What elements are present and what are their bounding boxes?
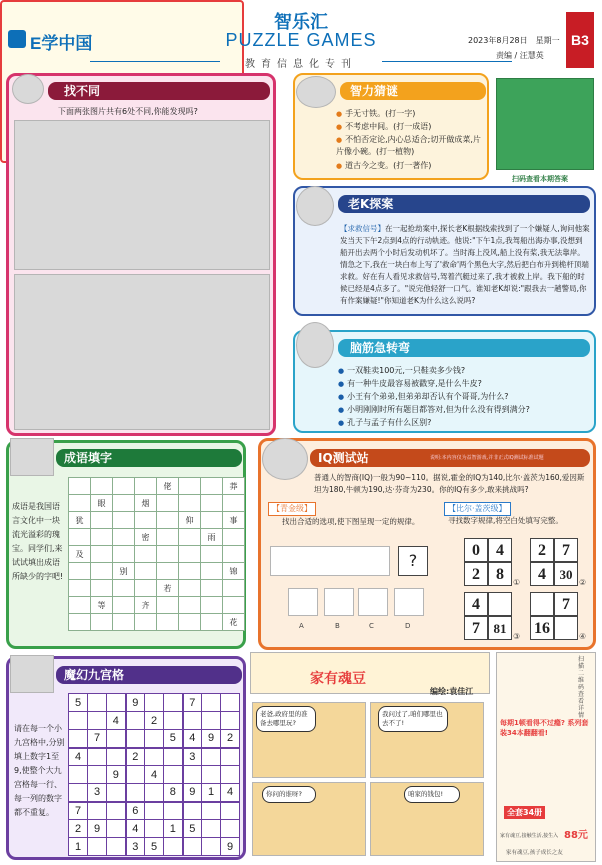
sudoku-row [69,766,240,784]
magnifier-icon [12,74,44,104]
sudoku-cell [107,820,126,838]
sudoku-cell: 5 [145,838,164,856]
speech-bubble: 你问的谁呀? [262,786,316,803]
sudoku-cell [221,712,240,730]
sudoku-cell [69,712,88,730]
idiom-cell [201,546,223,563]
idiom-cell [91,580,113,597]
silver-question: 寻找数字规律,将空白处填写完整。 [448,516,563,525]
sudoku-cell [107,730,126,748]
teaser-item: ● 一双鞋卖100元,一只鞋卖多少钱? [338,365,465,377]
sudoku-cell [202,766,221,784]
number-cell: 7 [554,538,578,562]
teaser-item: ● 小王有个弟弟,但弟弟却否认有个哥哥,为什么? [338,391,508,403]
idiom-cell: 犹 [69,512,91,529]
sudoku-cell: 1 [69,838,88,856]
sudoku-cell [183,802,202,820]
sudoku-cell: 1 [164,820,183,838]
sudoku-cell: 4 [126,820,145,838]
idiom-cell [135,580,157,597]
riddle-item: ● 不考虑中间。(打一成语) [336,121,486,133]
sudoku-cell [221,820,240,838]
grid-row [69,478,245,495]
idiom-cell [91,563,113,580]
sudoku-cell [88,802,107,820]
idiom-cell: 密 [135,529,157,546]
sudoku-row [69,838,240,856]
idiom-cell [201,512,223,529]
option-label: A [299,622,304,630]
idiom-cell [135,614,157,631]
section-title: 智力猜谜 [350,84,399,98]
editor-credit: 责编 / 汪慧英 [496,51,544,60]
sudoku-cell [107,838,126,856]
idiom-cell: 事 [223,512,245,529]
number-cell: 0 [464,538,488,562]
ad-qr-caption: 扫描二维码 查看详情 [578,656,585,719]
teaser-item: ● 有一种牛皮最容易被戳穿,是什么牛皮? [338,378,482,390]
idiom-cell [135,563,157,580]
sudoku-cell: 9 [202,730,221,748]
number-cell [488,592,512,616]
puzzle-image-top [14,120,270,270]
sudoku-row [69,820,240,838]
disclaimer: 说明:本内容仅为益智游戏,并非正式IQ测试标准试题 [430,455,544,461]
idiom-cell [113,614,135,631]
number-cell: 30 [554,562,578,586]
speech-bubble: 我问过了,咱们哪里也去不了! [378,706,448,732]
idiom-cell [157,529,179,546]
sudoku-cell [221,802,240,820]
option-a-image [288,588,318,616]
detective-story [340,223,590,307]
idiom-cell: 若 [157,580,179,597]
idiom-grid [68,477,245,631]
sudoku-row [69,694,240,712]
page-number: B3 [566,12,594,68]
number-cell: 4 [488,538,512,562]
sudoku-row [69,712,240,730]
sudoku-cell: 3 [183,748,202,766]
sudoku-cell [221,748,240,766]
idiom-cell [201,580,223,597]
sudoku-cell [202,802,221,820]
ad-set-label: 全套34册 [504,806,545,819]
idiom-cell [179,546,201,563]
idiom-cell [179,597,201,614]
number-cell: 7 [464,616,488,640]
idiom-cell [179,580,201,597]
square-number: ② [579,578,587,587]
square-number: ③ [513,632,521,641]
sudoku-cell: 9 [126,694,145,712]
sudoku-cell: 4 [69,748,88,766]
number-cell [554,616,578,640]
sudoku-cell [69,766,88,784]
sudoku-cell [202,748,221,766]
number-cell: 4 [464,592,488,616]
riddle-item: ● 不怕否定论,内心总适合;切开做成菜,片片像小碗。(打一植物) [336,134,486,158]
idiom-cell [157,563,179,580]
sudoku-cell [126,730,145,748]
idiom-cell [179,563,201,580]
sudoku-cell: 2 [126,748,145,766]
idiom-cell: 锦 [223,563,245,580]
idiom-cell [157,512,179,529]
idiom-cell [223,580,245,597]
sudoku-cell [202,694,221,712]
sudoku-cell: 9 [183,784,202,802]
sudoku-cell: 5 [164,730,183,748]
idiom-cell [69,563,91,580]
idiom-cell [179,529,201,546]
idiom-cell: 齐 [135,597,157,614]
sudoku-cell [126,712,145,730]
sudoku-cell [69,730,88,748]
idiom-cell [135,512,157,529]
section-title: IQ测试站 [318,451,369,465]
idiom-cell [91,546,113,563]
sudoku-cell [126,784,145,802]
idiom-cell: 及 [69,546,91,563]
sudoku-cell: 2 [69,820,88,838]
section-title: 魔幻九宫格 [64,668,125,682]
sudoku-cell [88,712,107,730]
idiom-cell [223,495,245,512]
grid-row [69,597,245,614]
idiom-cell [113,478,135,495]
grid-row [69,529,245,546]
qr-code-image[interactable] [496,78,594,170]
option-b-image [324,588,354,616]
option-label: B [335,622,340,630]
sudoku-cell [107,784,126,802]
number-cell: 8 [488,562,512,586]
number-cell: 81 [488,616,512,640]
sudoku-cell [183,838,202,856]
sudoku-cell: 4 [221,784,240,802]
ad-price-note: 家有魂豆,接触生活,接生入 [500,833,559,839]
sudoku-cell [164,712,183,730]
sudoku-cell: 9 [107,766,126,784]
square-number: ① [513,578,521,587]
grid-row [69,495,245,512]
shape-sequence-image [270,546,390,576]
sudoku-cell: 4 [145,766,164,784]
idiom-cell [91,529,113,546]
sudoku-row [69,730,240,748]
option-label: C [369,622,374,630]
idiom-cell [179,614,201,631]
sudoku-cell [145,802,164,820]
sudoku-cell: 7 [183,694,202,712]
gold-question: 找出合适的选项,使下图呈现一定的规律。 [282,517,420,526]
sudoku-cell [183,712,202,730]
issue-date: 2023年8月28日 星期一 [468,36,560,45]
page-title-cn: 智乐汇 [274,12,328,33]
sudoku-cell: 2 [221,730,240,748]
page-subtitle: 教育信息化专刊 [245,59,357,70]
sudoku-cell [145,820,164,838]
idiom-cell [69,614,91,631]
magic-hat-icon [10,655,54,693]
option-label: D [405,622,411,630]
sudoku-cell: 8 [164,784,183,802]
sudoku-cell [164,748,183,766]
idiom-cell [69,495,91,512]
sudoku-cell [221,766,240,784]
idiom-cell: 佬 [157,478,179,495]
section-title: 老K探案 [348,197,394,211]
idiom-cell [69,597,91,614]
idiom-cell [157,614,179,631]
sudoku-cell: 2 [145,712,164,730]
sudoku-cell [88,748,107,766]
sudoku-cell [107,694,126,712]
level-tag: 【青金级】 [268,502,316,516]
section-title: 找不同 [64,84,101,98]
idiom-cell [179,495,201,512]
qr-caption: 扫码查看本期答案 [512,175,568,183]
missing-shape: ? [398,546,428,576]
ad-headline: 每期1顿看得不过瘾? 系列套装34本翻翻看! [500,719,589,737]
sudoku-cell [126,766,145,784]
idiom-cell [157,597,179,614]
sudoku-cell [145,784,164,802]
lightbulb-icon [296,76,336,108]
sudoku-cell [164,766,183,784]
grid-row [69,614,245,631]
idiom-cell [91,478,113,495]
sudoku-grid [68,693,240,856]
number-cell: 2 [530,538,554,562]
number-cell: 2 [464,562,488,586]
idiom-cell [113,546,135,563]
teaser-item: ● 孔子与孟子有什么区别? [338,417,431,429]
ad-price: 88元 [564,830,588,841]
number-cell: 16 [530,616,554,640]
riddle-item: ● 手无寸铁。(打一字) [336,108,486,120]
sudoku-cell [221,694,240,712]
sudoku-cell [202,820,221,838]
section-title: 成语填字 [64,451,113,465]
grid-row [69,563,245,580]
idiom-cell [223,546,245,563]
idiom-cell [223,529,245,546]
sudoku-row [69,748,240,766]
number-cell [530,592,554,616]
puzzle-image-bottom [14,274,270,430]
sudoku-row [69,802,240,820]
option-d-image [394,588,424,616]
teaser-item: ● 小明刚刚时所有题目都答对,但为什么没有得到满分? [338,404,530,416]
sudoku-cell: 6 [126,802,145,820]
idiom-cell [113,597,135,614]
idiom-cell [113,495,135,512]
sudoku-cell [88,838,107,856]
detective-avatar [296,186,334,226]
story-text: 在一起抢劫案中,探长老K根据线索找到了一个嫌疑人,询问他案发当天下午2点到4点的行动轨迹。他说:"下午1点,我驾船出海办事,没想到船开出去两个小时后发动机坏了。当时海上没风,船上没有桨,我无法靠岸。情急之下,我在一块白布上写了'救命'两个黑色大字,然后把白布升到桅杆顶端求救。好在有人看见求救信号,驾着汽艇过来了,我才被救上岸。我下船的时候已经是4点多了。"说完他轻舒一口气。谁知老K却说:"跟我去一趟警局,你有作案嫌疑!"你知道老K为什么这么说吗? [340,224,590,305]
instruction: 成语是我国语言文化中一块流光溢彩的瑰宝。同学们,来试试填出成语所缺少的字吧! [12,502,64,581]
sudoku-cell [202,838,221,856]
sudoku-cell: 5 [69,694,88,712]
sudoku-row [69,784,240,802]
sudoku-cell [107,748,126,766]
level-tag: 【比尔·盖茨级】 [444,502,511,516]
sudoku-cell [202,712,221,730]
sudoku-cell [164,838,183,856]
idiom-cell [91,614,113,631]
idiom-cell [201,614,223,631]
sudoku-cell: 3 [126,838,145,856]
idiom-cell: 眼 [91,495,113,512]
speech-bubble: 咱家的钱包! [404,786,460,803]
idiom-cell [113,580,135,597]
sudoku-cell: 4 [107,712,126,730]
scientist-avatar [262,438,308,480]
sudoku-cell: 7 [88,730,107,748]
sudoku-cell: 5 [183,820,202,838]
site-logo-text: E学中国 [30,34,93,53]
sudoku-cell [183,766,202,784]
sudoku-cell: 7 [69,802,88,820]
idiom-cell [201,597,223,614]
idiom-cell [201,563,223,580]
sudoku-cell [145,748,164,766]
story-tag: 【求救信号】 [340,224,385,233]
idiom-cell [113,512,135,529]
instruction: 请在每一个小九宫格中,分别填上数字1至9,使整个大九宫格每一行、每一列的数字都不重复。 [14,724,65,817]
sudoku-cell: 9 [88,820,107,838]
grid-row [69,546,245,563]
idiom-cell [179,478,201,495]
sudoku-cell: 3 [88,784,107,802]
option-c-image [358,588,388,616]
idiom-cell [69,529,91,546]
idiom-cell [223,597,245,614]
question-mark-icon [296,322,334,368]
riddle-item: ● 道古今之变。(打一著作) [336,160,486,172]
square-number: ④ [579,632,587,641]
idiom-cell [113,529,135,546]
iq-intro: 普通人的智商(IQ)一般为90~110。据说,霍金的IQ为140,比尔·盖茨为160,爱因斯坦为180,牛顿为190,达·芬奇为230。你的IQ有多少,敢来挑战吗? [314,473,585,494]
sudoku-cell [88,766,107,784]
idiom-cell: 莽 [223,478,245,495]
ad-footer: 家有魂豆,孩子成长之友 [506,850,563,856]
sudoku-cell [164,802,183,820]
sudoku-cell [107,802,126,820]
sudoku-cell [88,694,107,712]
sudoku-cell: 1 [202,784,221,802]
idiom-cell [135,546,157,563]
idiom-cell: 花 [223,614,245,631]
idiom-cell [135,478,157,495]
speech-bubble: 老爸,政府里的准备去哪里玩? [256,706,316,732]
instruction: 下面两张图片共有6处不同,你能发现吗? [58,107,198,116]
idiom-cell [69,580,91,597]
idiom-cell [91,512,113,529]
comic-author: 编绘:袁佳江 [430,687,474,696]
sudoku-cell [164,694,183,712]
sudoku-cell [145,730,164,748]
comic-title: 家有魂豆 [310,671,366,687]
sudoku-cell: 9 [221,838,240,856]
sudoku-cell [69,784,88,802]
idiom-cell [157,495,179,512]
idiom-cell [157,546,179,563]
section-title: 脑筋急转弯 [350,341,411,355]
sudoku-cell: 4 [183,730,202,748]
idiom-cell: 烟 [135,495,157,512]
idiom-cell: 别 [113,563,135,580]
idiom-cell: 雨 [201,529,223,546]
grid-row [69,580,245,597]
grid-row [69,512,245,529]
sudoku-cell [145,694,164,712]
number-cell: 4 [530,562,554,586]
idiom-cell [201,478,223,495]
number-cell: 7 [554,592,578,616]
idiom-cell: 等 [91,597,113,614]
idiom-cell: 仰 [179,512,201,529]
page-title-en: PUZZLE GAMES [225,30,377,50]
idiom-cell [201,495,223,512]
cube-icon [10,438,54,476]
idiom-cell [69,478,91,495]
